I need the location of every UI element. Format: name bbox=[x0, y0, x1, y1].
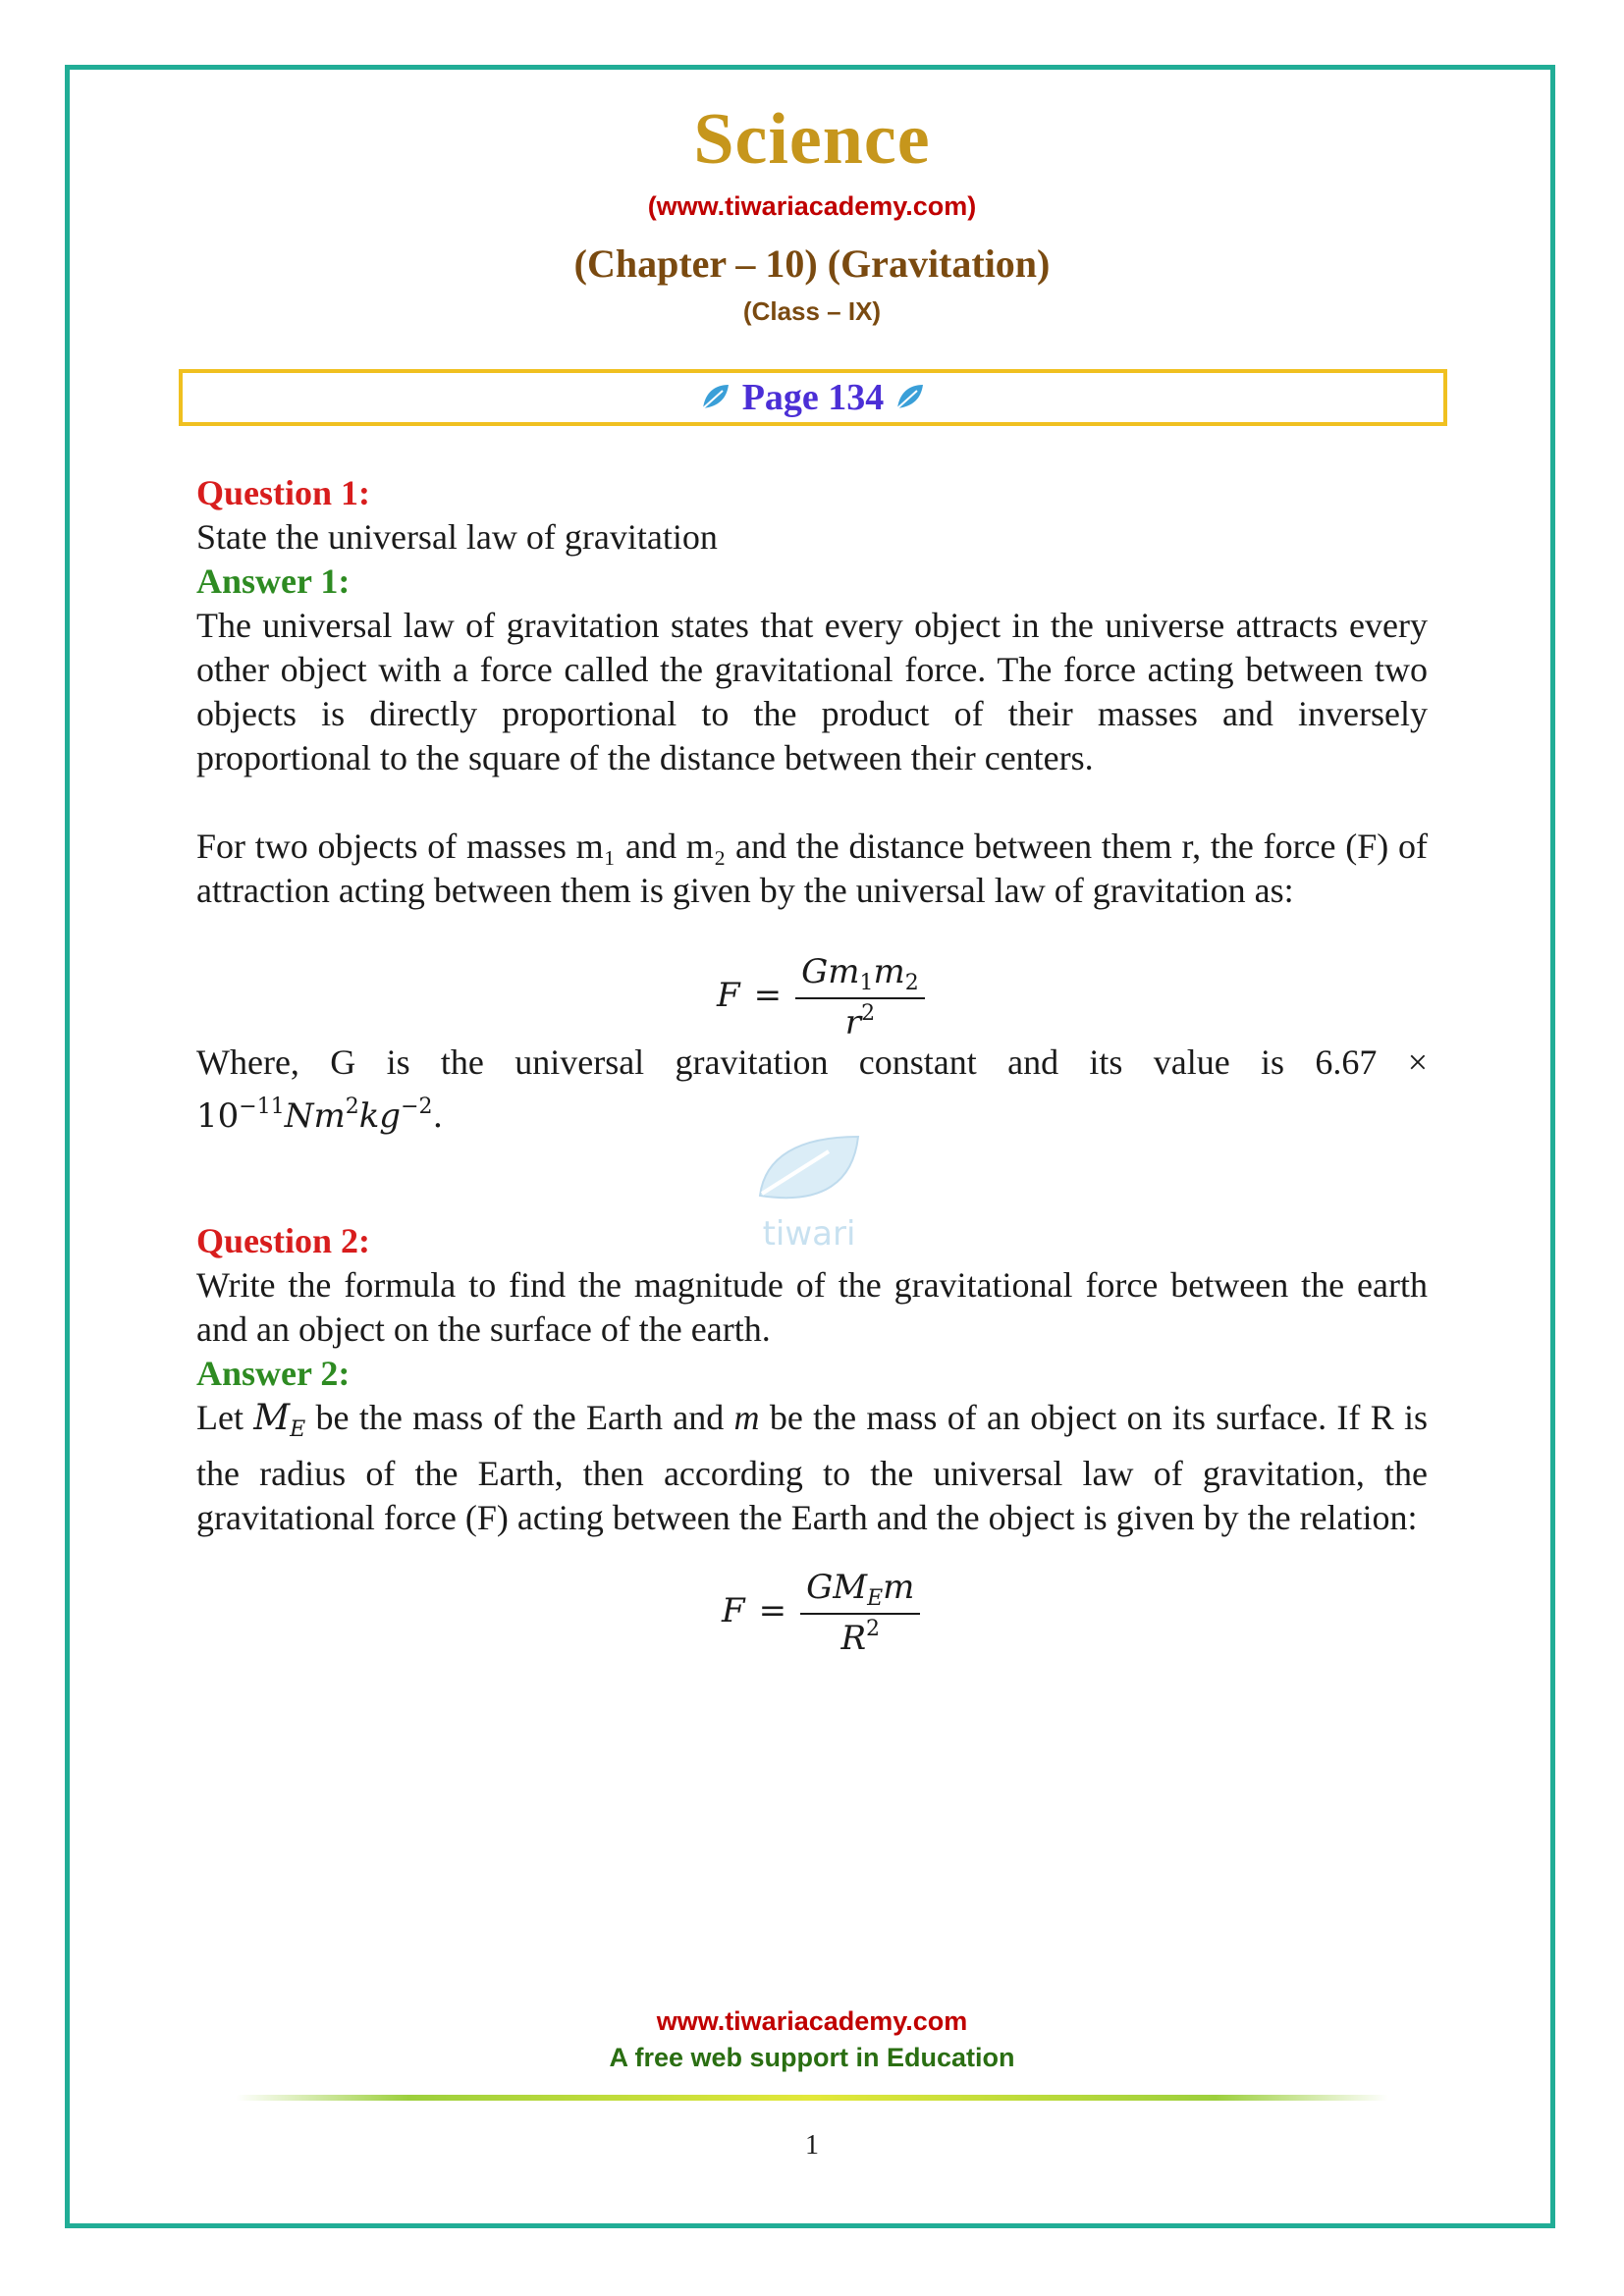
question-1-label: Question 1: bbox=[196, 473, 371, 512]
constant-value: $10^{-11}Nm^2kg^{-2}$. bbox=[196, 1095, 444, 1136]
footer-tagline: A free web support in Education bbox=[609, 2043, 1015, 2072]
tiwari-leaf-icon bbox=[699, 381, 732, 414]
answer-1-paragraph-2: For two objects of masses m₁ and m₂ and the distance between them r, the force (F) of attraction acting between them is given by the universal law of gravitation as: bbox=[196, 827, 1428, 910]
formula-gravitation: F = $\frac{Gm_1m_2}{r^2}$ bbox=[717, 952, 925, 1042]
class-label: (Class – IX) bbox=[742, 296, 882, 326]
constant-statement bbox=[196, 1041, 1428, 1139]
where-text: Where, G is the universal gravitation constant and its value is 6.67 × bbox=[196, 1042, 1428, 1082]
chapter-heading: (Chapter – 10) (Gravitation) bbox=[573, 241, 1051, 286]
formula-lhs: F bbox=[722, 1591, 745, 1630]
question-2-block bbox=[196, 1219, 1428, 1540]
question-2-text: Write the formula to find the magnitude of the gravitational force between the earth and an object on the surface of the earth. bbox=[196, 1265, 1428, 1349]
formula-lhs: F bbox=[717, 976, 740, 1015]
document-title: Science bbox=[693, 99, 931, 180]
formula-earth-gravity: F = $\frac{GM_Em}{R^2}$ bbox=[722, 1568, 920, 1658]
page-number: 1 bbox=[805, 2130, 819, 2161]
footer-divider bbox=[236, 2095, 1388, 2101]
header-site-link[interactable]: (www.tiwariacademy.com) bbox=[647, 191, 977, 221]
formula-fraction: $\frac{Gm_1m_2}{r^2}$ bbox=[795, 952, 925, 1042]
answer-1-paragraph-1: The universal law of gravitation states that every object in the universe attracts every other object with a force called the gravitational force. The force acting between two objects is directly proportional to the product of their masses and inversely proportional to the square of the distance between their centers. bbox=[196, 606, 1428, 777]
page-label-box bbox=[179, 369, 1447, 426]
formula-fraction: $\frac{GM_Em}{R^2}$ bbox=[800, 1568, 920, 1658]
page-label: Page 134 bbox=[741, 377, 885, 418]
answer-2-paragraph: Let ME be the mass of the Earth and m be the mass of an object on its surface. If R is the radius of the Earth, then according to the universal law of gravitation, the gravitational force (F) acting between the Earth and the object is given by the relation: bbox=[196, 1398, 1429, 1537]
footer-site-link[interactable]: www.tiwariacademy.com bbox=[656, 2006, 968, 2036]
answer-1-label: Answer 1: bbox=[196, 561, 351, 601]
question-1-text: State the universal law of gravitation bbox=[196, 517, 718, 557]
tiwari-leaf-icon bbox=[893, 381, 927, 414]
question-1-block bbox=[196, 471, 1428, 780]
answer-2-label: Answer 2: bbox=[196, 1354, 351, 1393]
svg-text:tiwari: tiwari bbox=[762, 1214, 856, 1254]
question-2-label: Question 2: bbox=[196, 1221, 371, 1260]
